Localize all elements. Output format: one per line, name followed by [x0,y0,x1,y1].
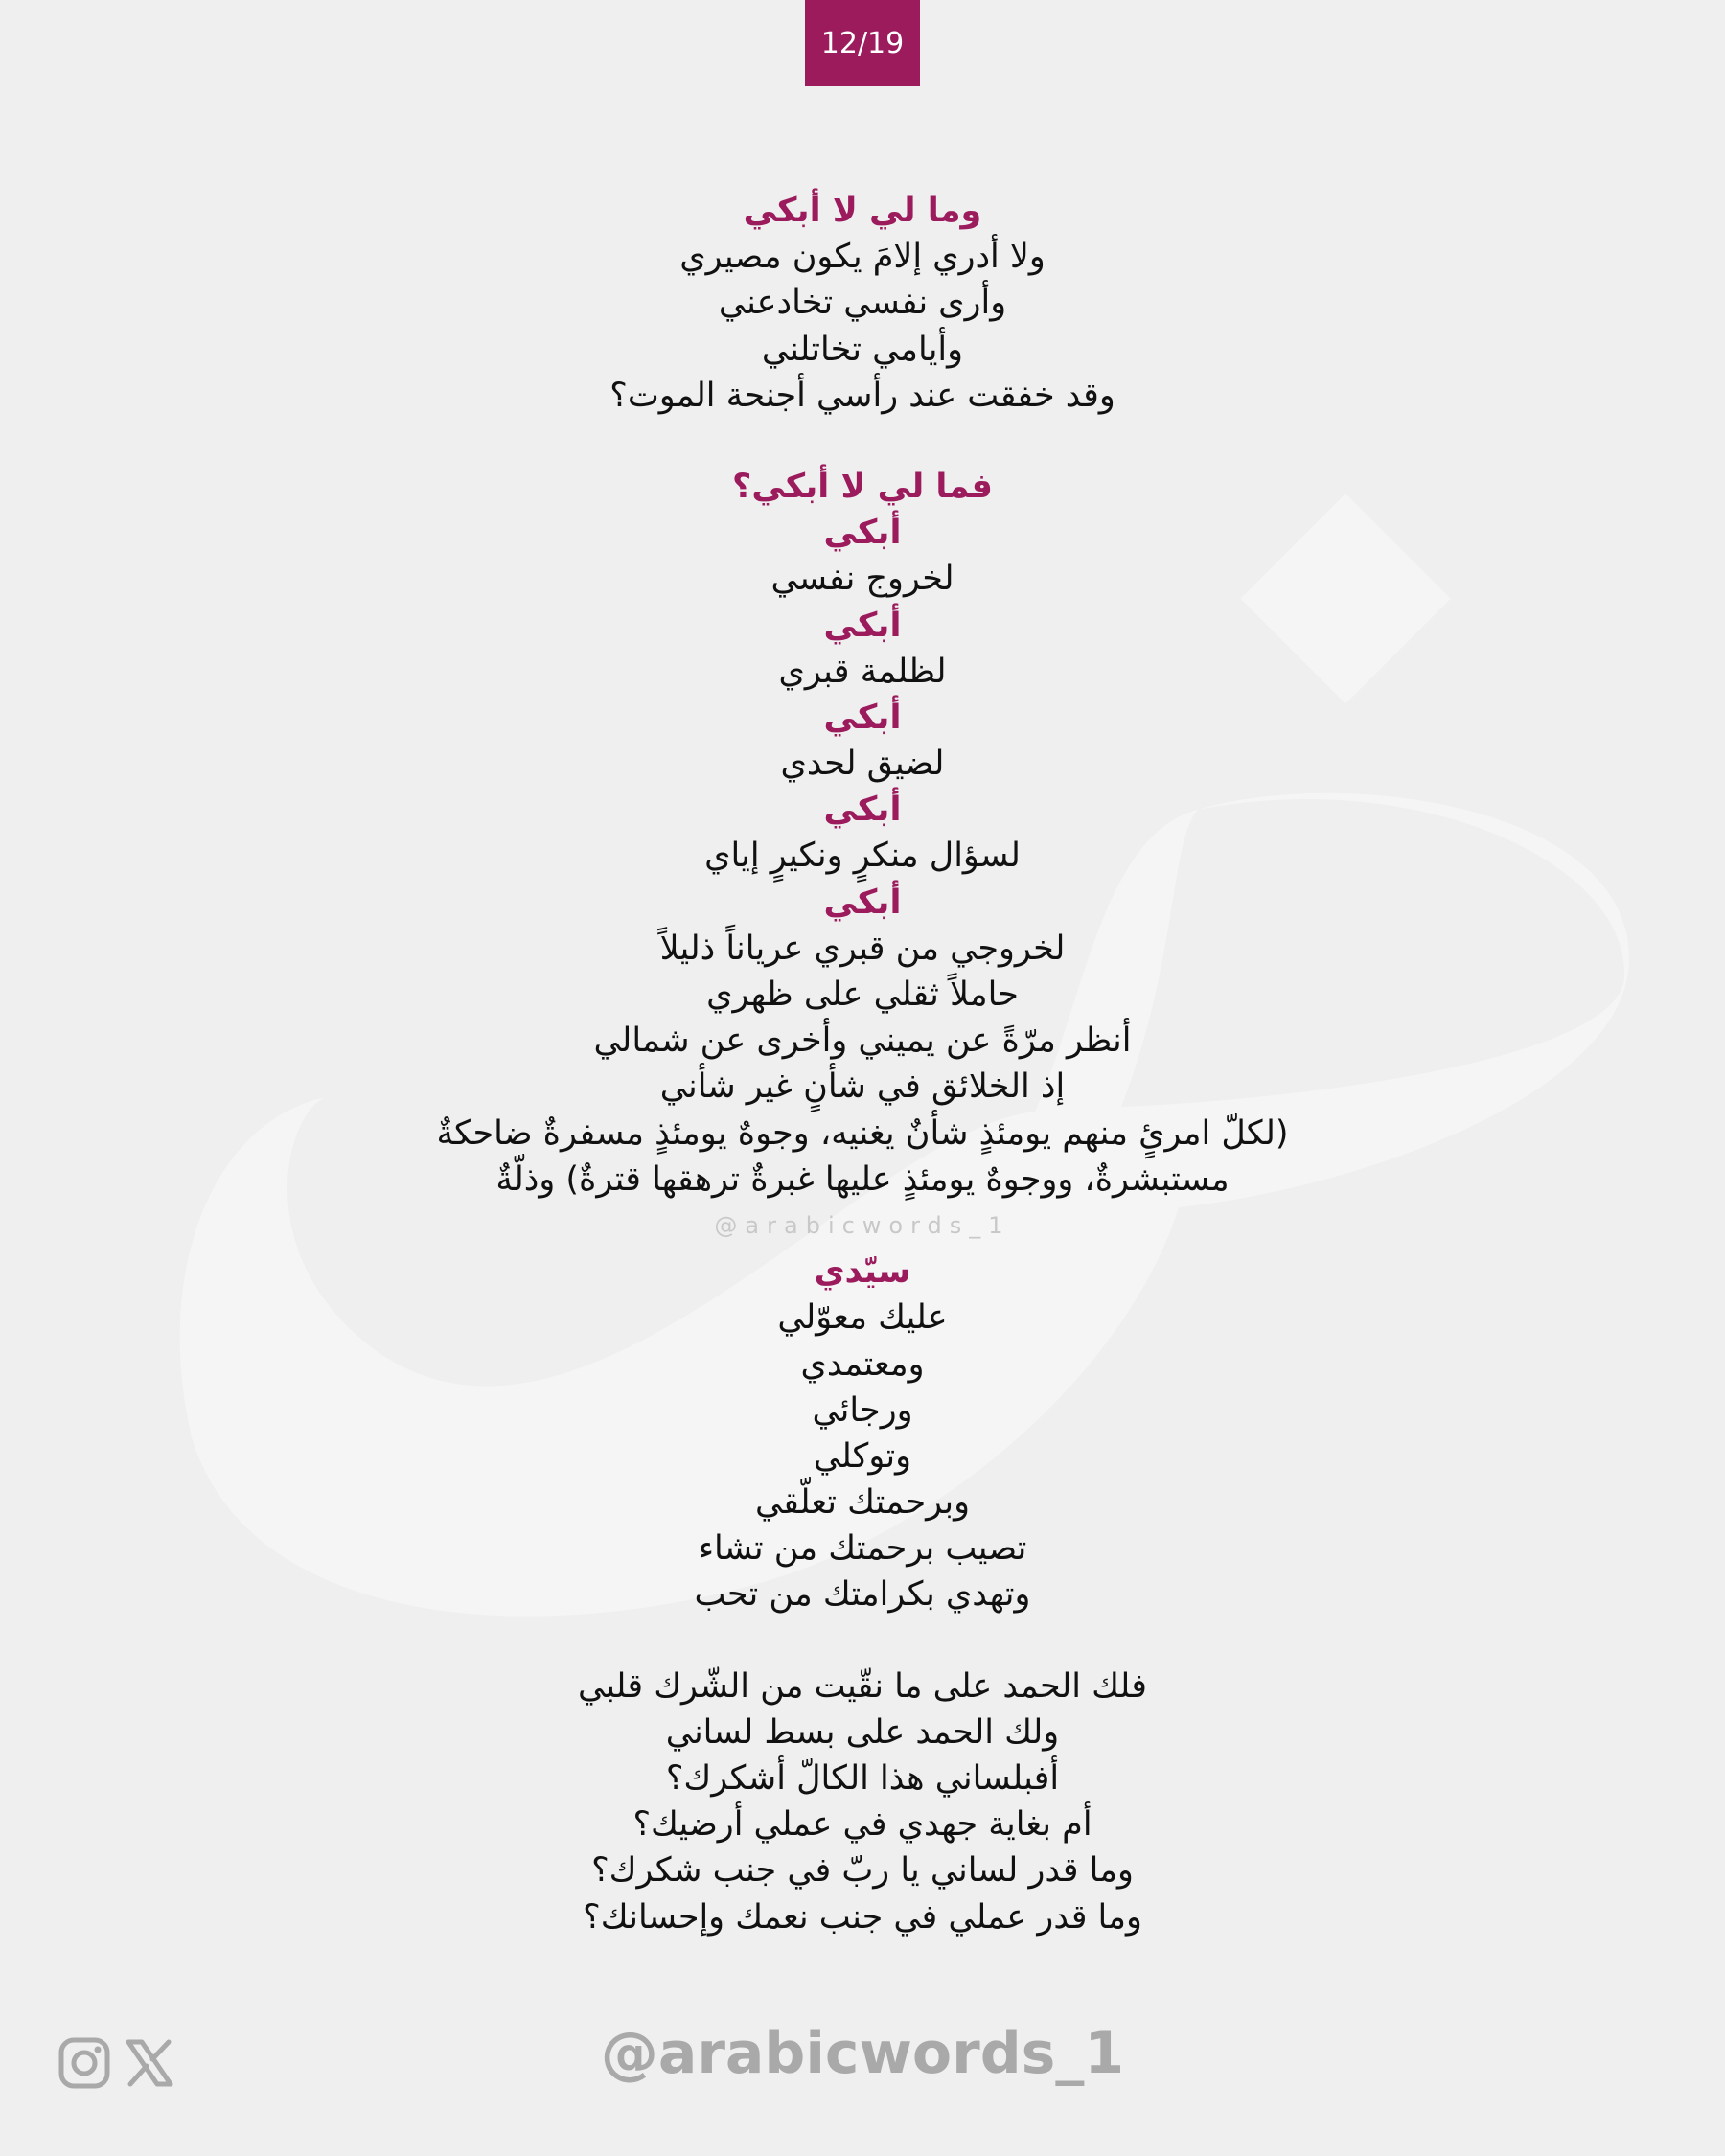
poem-line: لسؤال منكرٍ ونكيرٍ إياي [704,837,1021,876]
poem-line: لخروجي من قبري عرياناً ذليلاً [659,929,1066,968]
poem-heading-line: أبكي [823,606,902,645]
poem-line: ورجائي [812,1390,913,1430]
poem-heading-line: أبكي [823,698,902,737]
poem-line: إذ الخلائق في شأنٍ غير شأني [659,1067,1066,1107]
poem-heading-line: أبكي [823,514,902,553]
poem-heading-line: أبكي [823,791,902,830]
poem-body [288,188,1438,1940]
poem-line: حاملاً ثقلي على ظهري [706,975,1019,1014]
poem-line: ولك الحمد على بسط لساني [665,1712,1060,1752]
poem-line: تصيب برحمتك من تشاء [698,1529,1027,1569]
poem-line: لضيق لحدي [780,745,945,784]
poem-line: ومعتمدي [800,1344,925,1384]
poem-line: فلك الحمد على ما نقّيت من الشّرك قلبي [578,1666,1147,1706]
footer-handle: @arabicwords_1 [600,2020,1125,2087]
poem-line: عليك معوّلي [777,1298,948,1338]
poem-line: وما قدر لساني يا ربّ في جنب شكرك؟ [591,1851,1134,1891]
poem-line: وما قدر عملي في جنب نعمك وإحسانك؟ [583,1897,1142,1937]
poem-line: وأيامي تخاتلني [761,330,964,369]
poem-line: وأرى نفسي تخادعني [718,284,1007,323]
inline-watermark: @arabicwords_1 [714,1211,1011,1239]
poem-heading-line: فما لي لا أبكي؟ [732,467,993,506]
page-indicator-badge: 12/19 [805,0,920,86]
poem-line: مستبشرةٌ، ووجوهٌ يومئذٍ عليها غبرةٌ ترهقها قترةٌ) وذلّةٌ [495,1159,1230,1199]
stanza-gap [288,419,1438,464]
poem-line: ولا أدري إلامَ يكون مصيري [679,238,1046,277]
poem-line: لخروج نفسي [770,560,954,599]
poem-heading-line: أبكي [823,883,902,922]
poem-heading-line: سيّدي [814,1252,911,1292]
poem-line: لظلمة قبري [778,652,947,691]
poem-line: أنظر مرّةً عن يميني وأخرى عن شمالي [593,1021,1132,1061]
poem-line: وقد خفقت عند رأسي أجنحة الموت؟ [610,376,1116,415]
stanza-gap [288,1618,1438,1663]
poem-line: أفبلساني هذا الكالّ أشكرك؟ [665,1759,1060,1798]
poem-line: أم بغاية جهدي في عملي أرضيك؟ [632,1805,1092,1845]
x-icon[interactable] [123,2036,176,2090]
poem-line: وتوكلي [813,1436,912,1476]
poem-line: وتهدي بكرامتك من تحب [694,1575,1031,1615]
poem-line: (لكلّ امرئٍ منهم يومئذٍ شأنٌ يغنيه، وجوهٌ يومئذٍ مسفرةٌ ضاحكةٌ [436,1113,1289,1153]
instagram-icon[interactable] [58,2036,111,2090]
poem-heading-line: وما لي لا أبكي [743,192,982,230]
poem-line: وبرحمتك تعلّقي [754,1483,971,1523]
